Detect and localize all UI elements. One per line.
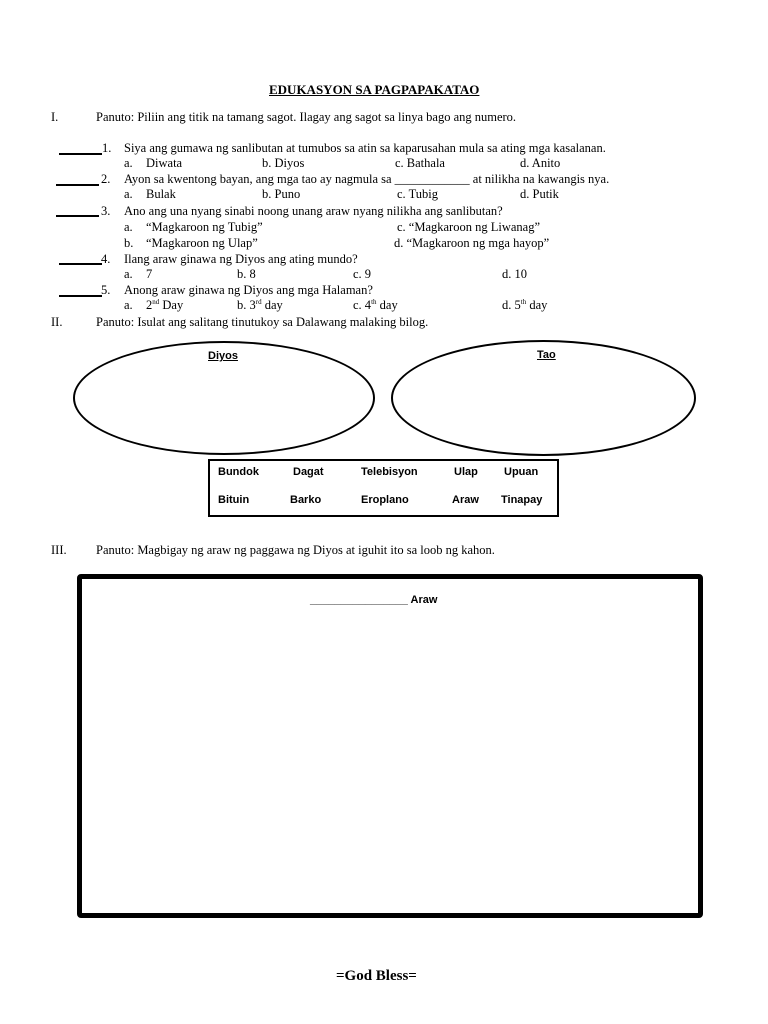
word-bank-item: Bituin	[218, 494, 250, 506]
q5-choice-c: c. 4th day	[353, 298, 398, 312]
q5-choice-b: b. 3rd day	[237, 298, 283, 312]
question-5-number: 5.	[101, 283, 111, 297]
circle-diyos-label: Diyos	[208, 350, 238, 362]
q5-choice-d: d. 5th day	[502, 298, 548, 312]
q1-choice-c: c. Bathala	[395, 156, 445, 170]
q4-choice-a: 7	[146, 267, 153, 281]
q2-choice-c: c. Tubig	[397, 187, 438, 201]
answer-blank-3[interactable]	[56, 215, 99, 217]
q2-choice-b: b. Puno	[262, 187, 301, 201]
word-bank-item: Bundok	[218, 466, 259, 478]
question-1-text: Siya ang gumawa ng sanlibutan at tumubos sa atin sa kaparusahan mula sa ating mga kasalanan.	[124, 141, 606, 155]
word-bank-item: Barko	[290, 494, 322, 506]
q5-choice-a: 2nd Day	[146, 298, 184, 312]
answer-blank-1[interactable]	[59, 153, 102, 155]
q2-choice-a: Bulak	[146, 187, 176, 201]
question-3-text: Ano ang una nyang sinabi noong unang araw nyang nilikha ang sanlibutan?	[124, 204, 503, 218]
q1-choice-b: b. Diyos	[262, 156, 305, 170]
q2-choice-a-letter: a.	[124, 187, 133, 201]
answer-blank-5[interactable]	[59, 295, 102, 297]
word-bank-item: Telebisyon	[361, 466, 418, 478]
footer-text: =God Bless=	[336, 968, 417, 984]
q2-choice-d: d. Putik	[520, 187, 559, 201]
page-title: EDUKASYON SA PAGPAPAKATAO	[269, 82, 480, 97]
word-bank-item: Ulap	[454, 466, 478, 478]
drawing-box-label: ________________ Araw	[310, 594, 438, 606]
word-bank-item: Dagat	[293, 466, 324, 478]
answer-blank-2[interactable]	[56, 184, 99, 186]
q3-choice-b: “Magkaroon ng Ulap”	[146, 236, 258, 250]
q4-choice-c: c. 9	[353, 267, 372, 281]
question-2-number: 2.	[101, 172, 111, 186]
question-1-number: 1.	[102, 141, 112, 155]
section-1-instruction: Panuto: Piliin ang titik na tamang sagot. Ilagay ang sagot sa linya bago ang numero.	[96, 110, 517, 124]
question-2-text: Ayon sa kwentong bayan, ang mga tao ay nagmula sa ____________ at nilikha na kawangis nya.	[124, 172, 610, 186]
section-2-number: II.	[51, 315, 63, 329]
word-bank-item: Upuan	[504, 466, 539, 478]
q1-choice-a: Diwata	[146, 156, 183, 170]
q3-choice-a: “Magkaroon ng Tubig”	[146, 220, 263, 234]
question-4-number: 4.	[101, 252, 111, 266]
q3-choice-a-letter: a.	[124, 220, 133, 234]
question-5-text: Anong araw ginawa ng Diyos ang mga Halaman?	[124, 283, 373, 297]
section-2-instruction: Panuto: Isulat ang salitang tinutukoy sa Dalawang malaking bilog.	[96, 315, 429, 329]
q3-choice-c: c. “Magkaroon ng Liwanag”	[397, 220, 540, 234]
word-bank-item: Araw	[452, 494, 479, 506]
word-bank-item: Tinapay	[501, 494, 543, 506]
q1-choice-d: d. Anito	[520, 156, 561, 170]
question-4-text: Ilang araw ginawa ng Diyos ang ating mundo?	[124, 252, 358, 266]
q1-choice-a-letter: a.	[124, 156, 133, 170]
q4-choice-b: b. 8	[237, 267, 256, 281]
circle-tao-label: Tao	[537, 349, 556, 361]
q4-choice-a-letter: a.	[124, 267, 133, 281]
answer-blank-4[interactable]	[59, 263, 102, 265]
section-1-number: I.	[51, 110, 59, 124]
section-3-number: III.	[51, 543, 67, 557]
section-3-instruction: Panuto: Magbigay ng araw ng paggawa ng Diyos at iguhit ito sa loob ng kahon.	[96, 543, 495, 557]
drawing-box[interactable]	[77, 574, 703, 918]
q3-choice-b-letter: b.	[124, 236, 134, 250]
q5-choice-a-letter: a.	[124, 298, 133, 312]
question-3-number: 3.	[101, 204, 111, 218]
q3-choice-d: d. “Magkaroon ng mga hayop”	[394, 236, 550, 250]
word-bank-item: Eroplano	[361, 494, 409, 506]
q4-choice-d: d. 10	[502, 267, 527, 281]
